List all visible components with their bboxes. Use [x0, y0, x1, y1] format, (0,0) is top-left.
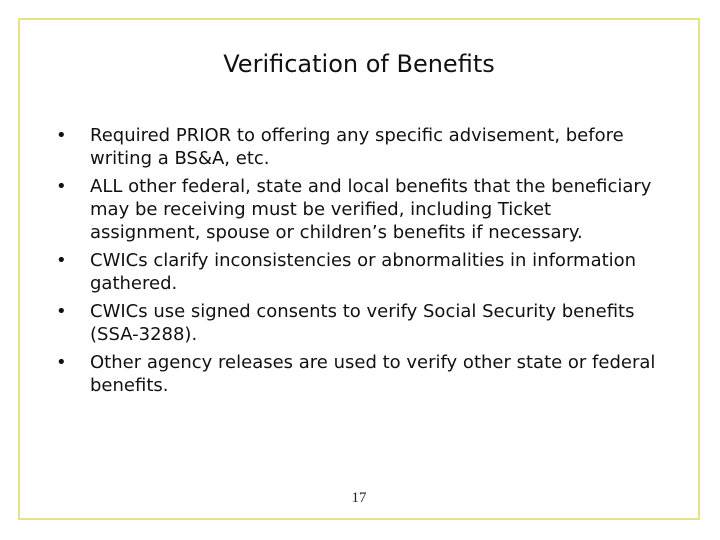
bullet-item — [56, 124, 656, 170]
bullet-text: Required PRIOR to offering any specific advisement, before writing a BS&A, etc. — [90, 125, 624, 169]
bullet-icon: • — [56, 352, 67, 373]
bullet-text: CWICs clarify inconsistencies or abnormalities in information gathered. — [90, 250, 637, 294]
bullet-list — [56, 124, 656, 402]
page-number: 17 — [351, 490, 367, 506]
bullet-text: ALL other federal, state and local benefits that the beneficiary may be receiving must be verified, including Ticket assignment, spouse or children’s benefits if necessary. — [90, 176, 652, 243]
bullet-text: CWICs use signed consents to verify Social Security benefits (SSA-3288). — [90, 301, 635, 345]
bullet-item — [56, 175, 656, 244]
bullet-icon: • — [56, 125, 67, 146]
bullet-item — [56, 249, 656, 295]
slide-title: Verification of Benefits — [223, 50, 495, 78]
bullet-text: Other agency releases are used to verify other state or federal benefits. — [90, 352, 656, 396]
bullet-icon: • — [56, 176, 67, 197]
bullet-icon: • — [56, 301, 67, 322]
bullet-icon: • — [56, 250, 67, 271]
bullet-item — [56, 351, 656, 397]
bullet-item — [56, 300, 656, 346]
slide-frame — [18, 18, 700, 520]
